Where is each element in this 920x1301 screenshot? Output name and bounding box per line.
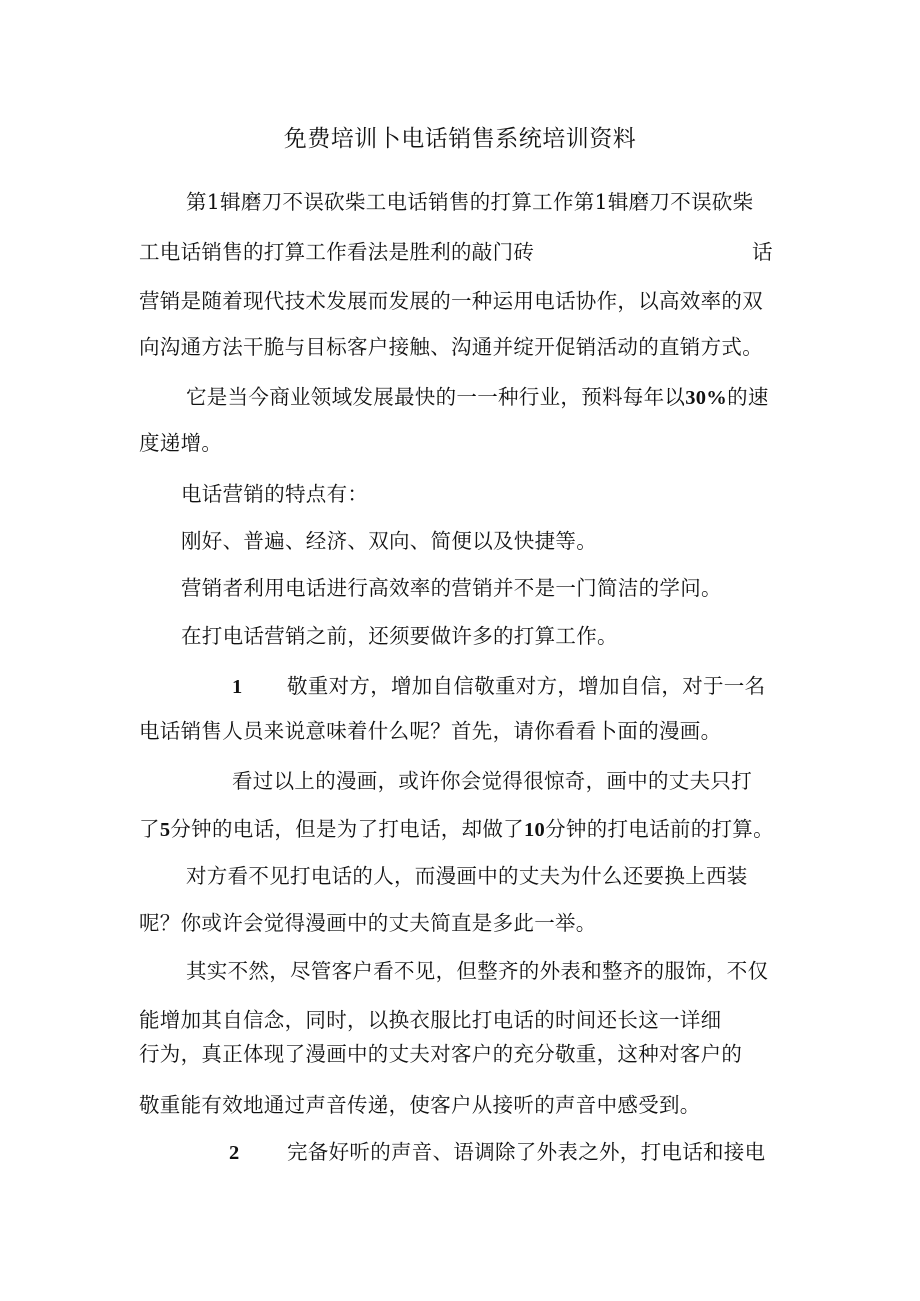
paragraph-line: 电话销售人员来说意味着什么呢？首先，请你看看卜面的漫画。	[139, 719, 722, 743]
paragraph-line: 看过以上的漫画，或许你会觉得很惊奇，画中的丈夫只打	[232, 769, 752, 793]
paragraph-line: 营销者利用电话进行高效率的营销并不是一门简洁的学问。	[181, 576, 722, 600]
section-number	[232, 672, 243, 701]
paragraph-line: 工电话销售的打算工作看法是胜利的敲门砖	[139, 240, 535, 264]
paragraph-line-fragment: 话	[752, 240, 773, 264]
paragraph-line: 其实不然，尽管客户看不见，但整齐的外表和整齐的服饰，不仅	[186, 959, 769, 983]
paragraph-line	[139, 815, 774, 844]
section-number-value: 1	[232, 676, 243, 698]
paragraph-line: 敬重对方，增加自信敬重对方，增加自信，对于一名	[287, 674, 766, 698]
text-span: 的速	[727, 385, 769, 409]
text-span: 分钟的打电话前的打算。	[545, 817, 774, 841]
paragraph-line: 电话营销的特点有：	[181, 482, 369, 506]
text-span: 分钟的电话，但是为了打电话，却做了	[170, 817, 524, 841]
paragraph-line	[186, 383, 769, 412]
document-title: 免费培训卜电话销售系统培训资料	[283, 126, 637, 152]
paragraph-line: 行为，真正体现了漫画中的丈夫对客户的充分敬重，这种对客户的	[139, 1042, 743, 1066]
paragraph-line: 第1辑磨刀不误砍柴工电话销售的打算工作第1辑磨刀不误砍柴	[186, 190, 754, 214]
minutes-value: 10	[523, 819, 546, 841]
minutes-value: 5	[159, 819, 171, 841]
paragraph-line: 营销是随着现代技术发展而发展的一种运用电话协作，以高效率的双	[139, 289, 763, 313]
section-number	[229, 1138, 240, 1167]
paragraph-line: 对方看不见打电话的人，而漫画中的丈夫为什么还要换上西装	[186, 864, 748, 888]
paragraph-line: 敬重能有效地通过声音传递，使客户从接听的声音中感受到。	[139, 1093, 701, 1117]
text-span: 了	[139, 817, 160, 841]
paragraph-line: 刚好、普遍、经济、双向、简便以及快捷等。	[181, 529, 597, 553]
paragraph-line: 在打电话营销之前，还须要做许多的打算工作。	[181, 624, 618, 648]
percent-value: 30%	[685, 387, 728, 409]
text-span: 它是当今商业领域发展最快的一一种行业，预料每年以	[186, 385, 686, 409]
paragraph-line: 完备好听的声音、语调除了外表之外，打电话和接电	[287, 1140, 766, 1164]
paragraph-line: 度递增。	[139, 431, 223, 455]
paragraph-line: 呢？你或许会觉得漫画中的丈夫简直是多此一举。	[139, 911, 597, 935]
paragraph-line: 能增加其自信念，同时，以换衣服比打电话的时间还长这一详细	[139, 1008, 722, 1032]
paragraph-line: 向沟通方法干脆与目标客户接触、沟通并绽开促销活动的直销方式。	[139, 335, 763, 359]
section-number-value: 2	[229, 1142, 240, 1164]
